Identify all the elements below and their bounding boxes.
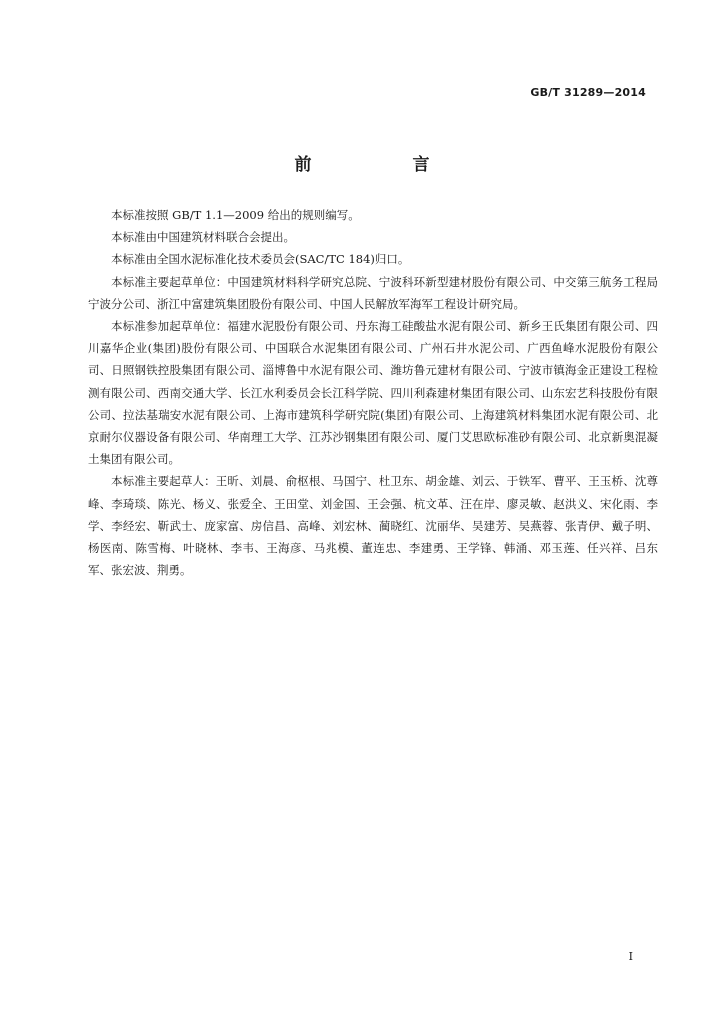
paragraph-administration: 本标准由全国水泥标准化技术委员会(SAC/TC 184)归口。 <box>111 252 410 267</box>
page-number: I <box>628 950 633 963</box>
standard-code: GB/T 31289—2014 <box>530 86 646 99</box>
paragraph-main-drafting-units: 本标准主要起草单位：中国建筑材料科学研究总院、宁波科环新型建材股份有限公司、中交第三航务工程局宁波分公司、浙江中富建筑集团股份有限公司、中国人民解放军海军工程设计研究局。 <box>88 274 658 311</box>
paragraph-participating-units: 本标准参加起草单位：福建水泥股份有限公司、丹东海工硅酸盐水泥有限公司、新乡王氏集团有限公司、四川嘉华企业(集团)股份有限公司、中国联合水泥集团有限公司、广州石井水泥公司、广西鱼峰水泥股份有限公司、日照钢铁控股集团有限公司、淄博鲁中水泥有限公司、潍坊鲁元建材有限公司、宁波市镇海金正建设工程检测有限公司、西南交通大学、长江水利委员会长江科学院、四川利森建材集团有限公司、山东宏艺科技股份有限公司、拉法基瑞安水泥有限公司、上海市建筑科学研究院(集团)有限公司、上海建筑材料集团水泥有限公司、北京耐尔仪器设备有限公司、华南理工大学、江苏沙钢集团有限公司、厦门艾思欧标准砂有限公司、北京新奥混凝土集团有限公司。 <box>88 319 658 467</box>
paragraph-proposer: 本标准由中国建筑材料联合会提出。 <box>111 230 295 245</box>
foreword-body <box>88 204 658 581</box>
paragraph-drafting-rules: 本标准按照 GB/T 1.1—2009 给出的规则编写。 <box>111 208 360 222</box>
page-title: 前 言 <box>294 155 472 175</box>
paragraph-main-drafters: 本标准主要起草人：王昕、刘晨、俞枢根、马国宁、杜卫东、胡金雄、刘云、于铁军、曹平、王玉桥、沈尊峰、李琦琰、陈光、杨义、张爱全、王田堂、刘金国、王会强、杭文革、汪在岸、廖灵敏、赵洪义、宋化雨、李学、李经宏、靳武士、庞家富、房信昌、高峰、刘宏林、蔺晓红、沈丽华、吴建芳、吴燕蓉、张青伊、戴子明、杨医南、陈雪梅、叶晓林、李韦、王海彦、马兆模、董连忠、李建勇、王学锋、韩涌、邓玉莲、任兴祥、吕东军、张宏波、荆勇。 <box>88 474 658 578</box>
